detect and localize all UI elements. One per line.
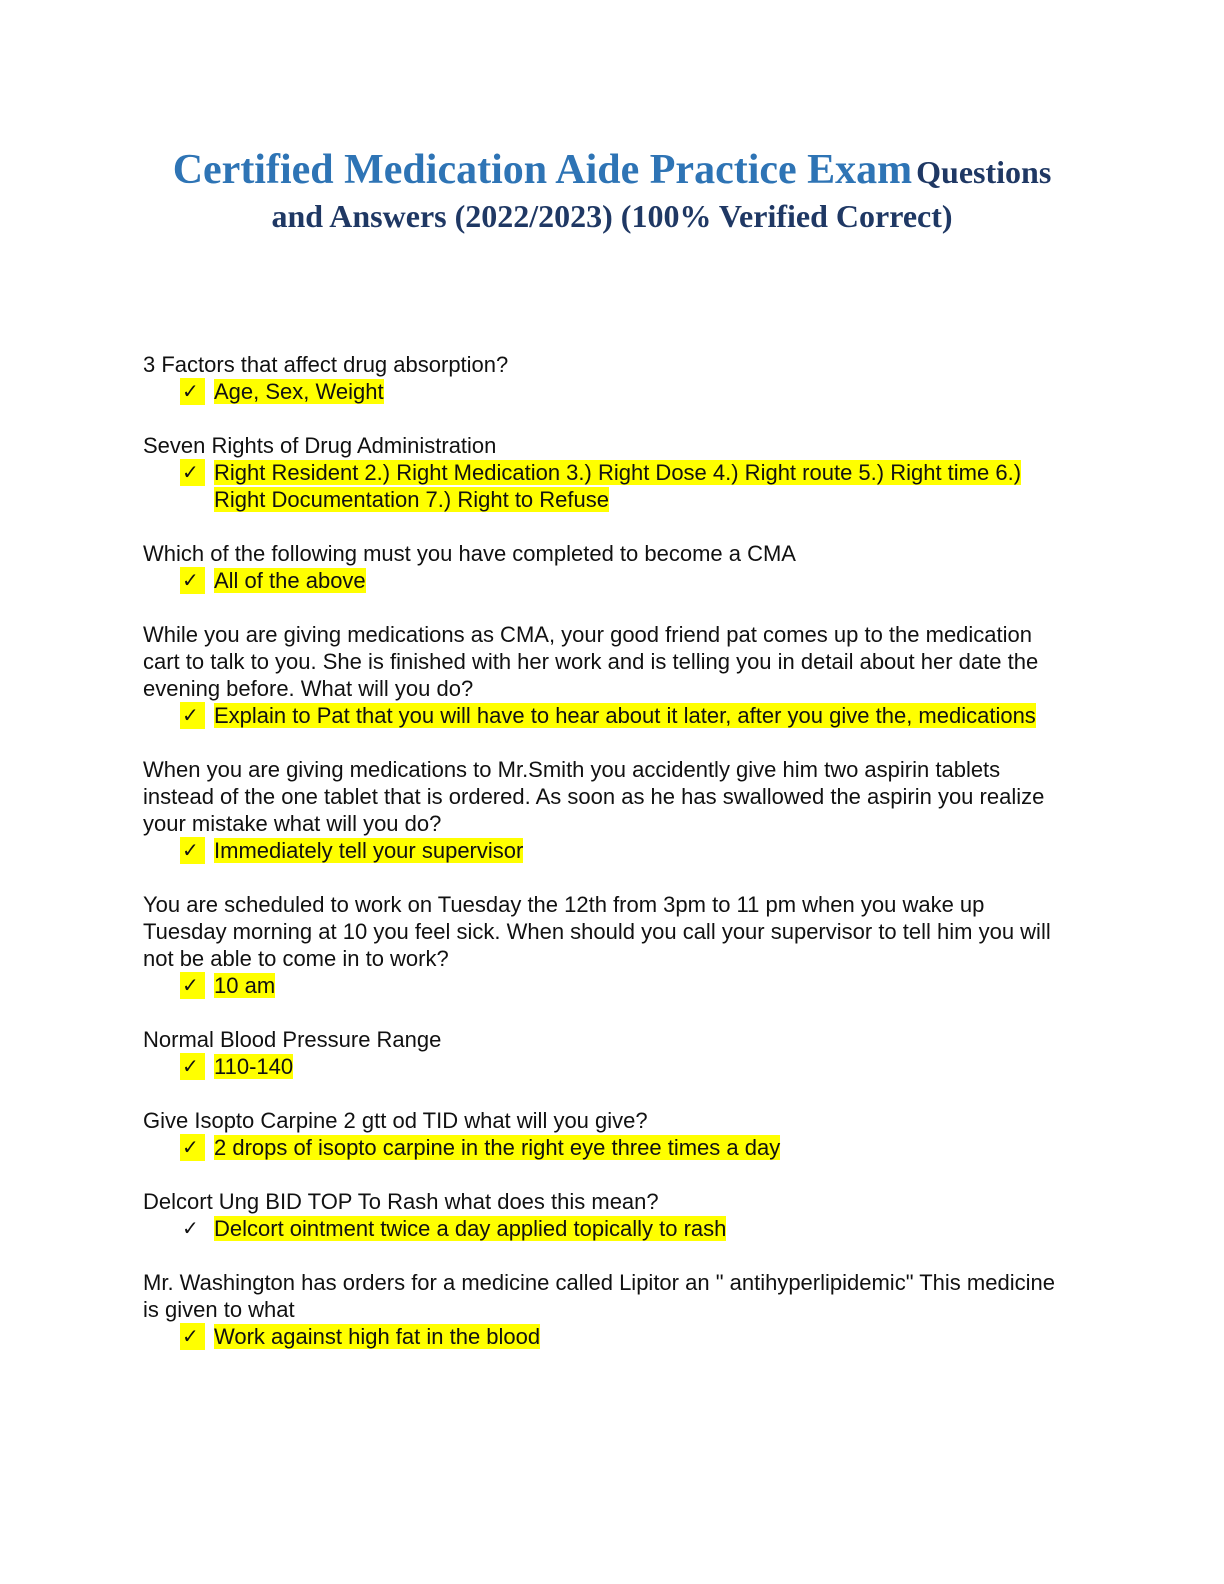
question-text: Which of the following must you have completed to become a CMA	[143, 541, 796, 566]
checkmark-icon: ✓	[180, 378, 205, 405]
checkmark-icon: ✓	[180, 1323, 205, 1350]
qa-item	[143, 540, 1073, 594]
document-title-main: Certified Medication Aide Practice Exam	[172, 147, 913, 193]
checkmark-icon: ✓	[180, 702, 205, 729]
answer-row	[143, 1215, 1073, 1242]
checkmark-icon: ✓	[180, 837, 205, 864]
answer-text: 10 am	[214, 973, 276, 998]
answer-row	[143, 1323, 1073, 1350]
document-title-sub-2: and Answers (2022/2023) (100% Verified Correct)	[271, 198, 953, 234]
checkmark-icon: ✓	[182, 1216, 199, 1240]
qa-item	[143, 1269, 1073, 1350]
answer-text: Explain to Pat that you will have to hear about it later, after you give the, medications	[214, 703, 1036, 728]
answer-text: 110-140	[214, 1054, 294, 1079]
qa-item	[143, 1026, 1073, 1080]
answer-text: Age, Sex, Weight	[214, 379, 384, 404]
qa-list	[143, 351, 1073, 1377]
question-text: You are scheduled to work on Tuesday the 12th from 3pm to 11 pm when you wake up Tuesday morning at 10 you feel sick. When should you call your supervisor to tell him you will not be able to come in to work?	[143, 892, 1057, 971]
answer-row	[143, 972, 1073, 999]
qa-item	[143, 432, 1073, 513]
qa-item	[143, 1188, 1073, 1242]
answer-text: Right Resident 2.) Right Medication 3.) Right Dose 4.) Right route 5.) Right time 6.) Right Documentation 7.) Right to Refuse	[214, 460, 1022, 512]
answer-text: Work against high fat in the blood	[214, 1324, 541, 1349]
checkmark-icon: ✓	[180, 1134, 205, 1161]
question-text: When you are giving medications to Mr.Smith you accidently give him two aspirin tablets instead of the one tablet that is ordered. As soon as he has swallowed the aspirin you realize your mistake what will you do?	[143, 757, 1051, 836]
checkmark-icon: ✓	[180, 972, 205, 999]
question-text: Seven Rights of Drug Administration	[143, 433, 497, 458]
qa-item	[143, 621, 1073, 729]
question-text: Normal Blood Pressure Range	[143, 1027, 442, 1052]
document-title-sub-1: Questions	[916, 154, 1052, 190]
answer-row	[143, 702, 1073, 729]
qa-item	[143, 351, 1073, 405]
document-title-line-2	[80, 198, 1144, 235]
question-text: While you are giving medications as CMA, your good friend pat comes up to the medication cart to talk to you. She is finished with her work and is telling you in detail about her date the evening before. What will you do?	[143, 622, 1045, 701]
question-text: Mr. Washington has orders for a medicine called Lipitor an " antihyperlipidemic" This medicine is given to what	[143, 1270, 1062, 1322]
answer-row	[143, 459, 1073, 513]
question-text: 3 Factors that affect drug absorption?	[143, 352, 509, 377]
answer-text: 2 drops of isopto carpine in the right eye three times a day	[214, 1135, 781, 1160]
answer-text: Immediately tell your supervisor	[214, 838, 524, 863]
qa-item	[143, 1107, 1073, 1161]
answer-text: All of the above	[214, 568, 366, 593]
document-title-line-1	[80, 146, 1144, 194]
checkmark-icon: ✓	[180, 567, 205, 594]
checkmark-icon: ✓	[180, 1053, 205, 1080]
question-text: Give Isopto Carpine 2 gtt od TID what will you give?	[143, 1108, 648, 1133]
qa-item	[143, 756, 1073, 864]
answer-row	[143, 837, 1073, 864]
answer-text: Delcort ointment twice a day applied topically to rash	[214, 1216, 727, 1241]
question-text: Delcort Ung BID TOP To Rash what does this mean?	[143, 1189, 659, 1214]
answer-row	[143, 1053, 1073, 1080]
checkmark-icon: ✓	[180, 459, 205, 486]
answer-row	[143, 567, 1073, 594]
answer-row	[143, 378, 1073, 405]
qa-item	[143, 891, 1073, 999]
answer-row	[143, 1134, 1073, 1161]
